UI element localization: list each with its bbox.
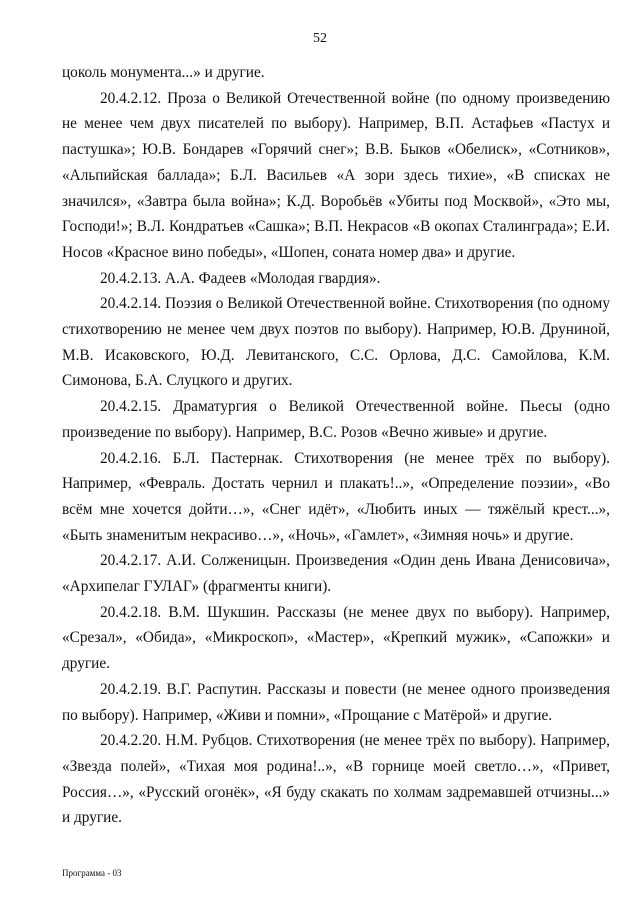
paragraph-20-4-2-15: 20.4.2.15. Драматургия о Великой Отечественной войне. Пьесы (одно произведение по выбору). Например, В.С. Розов «Вечно живые» и другие. <box>62 398 610 441</box>
paragraph-20-4-2-16: 20.4.2.16. Б.Л. Пастернак. Стихотворения (не менее трёх по выбору). Например, «Февраль. Достать чернил и плакать!..», «Определение поэзии», «Во всём мне хочется дойти…», «Снег идёт», «Любить иных — тяжёлый крест...», «Быть знаменитым некрасиво…», «Ночь», «Гамлет», «Зимняя ночь» и другие. <box>62 449 610 544</box>
paragraph-20-4-2-18: 20.4.2.18. В.М. Шукшин. Рассказы (не менее двух по выбору). Например, «Срезал», «Обида», «Микроскоп», «Мастер», «Крепкий мужик», «Сапожки» и другие. <box>62 603 610 673</box>
paragraph-20-4-2-13: 20.4.2.13. А.А. Фадеев «Молодая гвардия». <box>100 269 381 287</box>
paragraph-20-4-2-19: 20.4.2.19. В.Г. Распутин. Рассказы и повести (не менее одного произведения по выбору). Например, «Живи и помни», «Прощание с Матёрой» и другие. <box>62 680 610 724</box>
paragraph-20-4-2-20: 20.4.2.20. Н.М. Рубцов. Стихотворения (не менее трёх по выбору). Например, «Звезда полей», «Тихая моя родина!..», «В горнице моей светло…», «Привет, Россия…», «Русский огонёк», «Я буду скакать по холмам задремавшей отчизны...» и другие. <box>62 732 610 827</box>
paragraph-20-4-2-12: 20.4.2.12. Проза о Великой Отечественной войне (по одному произведению не менее чем двух писателей по выбору). Например, В.П. Астафьев «Пастух и пастушка»; Ю.В. Бондарев «Горячий снег»; В.В. Быков «Обелиск», «Сотников», «Альпийская баллада»; Б.Л. Васильев «А зори здесь тихие», «В списках не значился», «Завтра была война»; К.Д. Воробьёв «Убиты под Москвой», «Это мы, Господи!»; В.Л. Кондратьев «Сашка»; В.П. Некрасов «В окопах Сталинграда»; Е.И. Носов «Красное вино победы», «Шопен, соната номер два» и другие. <box>62 89 610 261</box>
paragraph-20-4-2-17: 20.4.2.17. А.И. Солженицын. Произведения «Один день Ивана Денисовича», «Архипелаг ГУЛАГ» (фрагменты книги). <box>62 552 610 596</box>
paragraph-20-4-2-14: 20.4.2.14. Поэзия о Великой Отечественной войне. Стихотворения (по одному стихотворению не менее чем двух поэтов по выбору). Например, Ю.В. Друниной, М.В. Исаковского, Ю.Д. Левитанского, С.С. Орлова, Д.С. Самойлова, К.М. Симонова, Б.А. Слуцкого и других. <box>62 295 610 390</box>
paragraph-continuation: цоколь монумента...» и другие. <box>62 64 265 81</box>
footer-program-label: Программа - 03 <box>62 868 122 878</box>
page-number: 52 <box>313 31 327 46</box>
document-body <box>62 60 610 831</box>
